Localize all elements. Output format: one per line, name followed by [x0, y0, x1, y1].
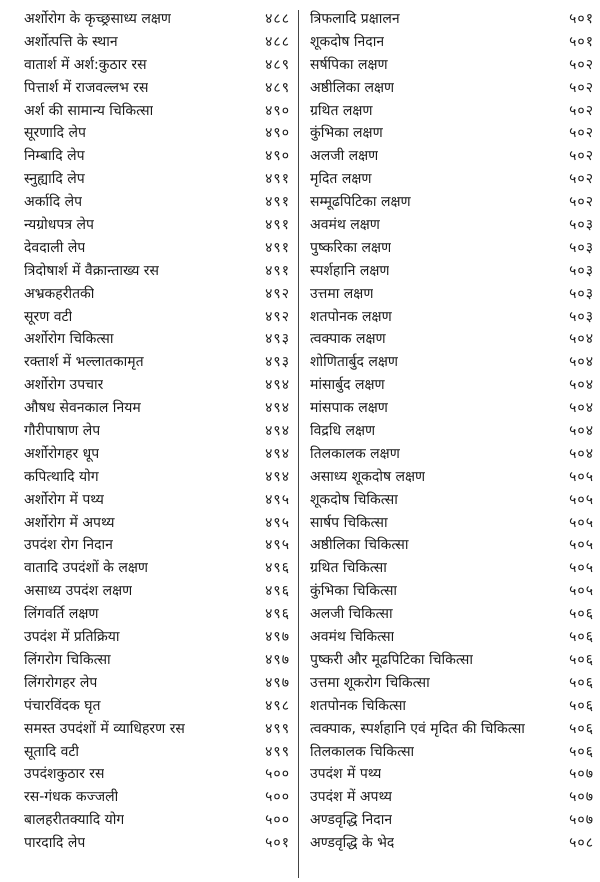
entry-title: शूकदोष चिकित्सा	[310, 491, 398, 508]
entry-title: शोणितार्बुद लक्षण	[310, 354, 399, 371]
entry-title: देवदाली लेप	[24, 239, 86, 256]
entry-title: सम्मूढपिटिका लक्षण	[310, 194, 411, 211]
index-column-right	[310, 8, 594, 855]
entry-title: अवमंथ लक्षण	[310, 217, 380, 234]
entry-page-number: ४९१	[265, 239, 290, 256]
entry-title: उपदंश रोग निदान	[24, 537, 113, 554]
entry-title: स्नुह्यादि लेप	[24, 171, 85, 188]
entry-page-number: ५०५	[569, 468, 594, 485]
entry-page-number: ४९५	[265, 491, 290, 508]
entry-title: वातादि उपदंशों के लक्षण	[24, 560, 149, 577]
entry-page-number: ५०३	[569, 217, 594, 234]
entry-title: उपदंशकुठार रस	[24, 766, 105, 783]
entry-page-number: ४९३	[265, 354, 290, 371]
index-entry	[24, 374, 290, 397]
entry-title: निम्बादि लेप	[24, 148, 85, 165]
entry-page-number: ५०२	[569, 125, 594, 142]
entry-title: समस्त उपदंशों में व्याधिहरण रस	[24, 720, 185, 737]
entry-page-number: ४९०	[265, 102, 290, 119]
index-entry	[24, 466, 290, 489]
entry-title: अर्शोत्पत्ति के स्थान	[24, 33, 118, 50]
entry-page-number: ५००	[265, 789, 290, 806]
index-entry	[310, 168, 594, 191]
index-entry	[24, 122, 290, 145]
entry-title: ग्रथित लक्षण	[310, 102, 373, 119]
index-entry	[24, 328, 290, 351]
entry-title: उपदंश में प्रतिक्रिया	[24, 629, 120, 646]
index-entry	[24, 191, 290, 214]
entry-page-number: ५०१	[569, 33, 594, 50]
entry-page-number: ५०७	[569, 766, 594, 783]
index-entry	[24, 8, 290, 31]
entry-title: शूकदोष निदान	[310, 33, 385, 50]
entry-page-number: ५०३	[569, 308, 594, 325]
entry-page-number: ५०१	[569, 11, 594, 27]
entry-page-number: ५०३	[569, 262, 594, 279]
entry-page-number: ५०८	[569, 835, 594, 852]
entry-title: अर्शोरोग उपचार	[24, 377, 104, 394]
index-entry	[310, 534, 594, 557]
entry-title: सूतादि वटी	[24, 743, 80, 760]
entry-title: अण्डवृद्धि के भेद	[310, 835, 395, 852]
entry-title: कपित्थादि योग	[24, 468, 99, 485]
entry-page-number: ४९५	[265, 514, 290, 531]
index-entry	[24, 237, 290, 260]
entry-title: त्रिदोषार्श में वैक्रान्ताख्य रस	[24, 262, 159, 279]
entry-page-number: ४९३	[265, 331, 290, 348]
index-entry	[24, 100, 290, 123]
entry-title: अर्शोरोग के कृच्छ्रसाध्य लक्षण	[24, 11, 172, 27]
entry-title: गौरीपाषाण लेप	[24, 423, 101, 440]
entry-title: पारदादि लेप	[24, 835, 86, 852]
entry-title: पित्तार्श में राजवल्लभ रस	[24, 79, 149, 96]
entry-page-number: ५००	[265, 812, 290, 829]
entry-page-number: ४८९	[265, 79, 290, 96]
entry-page-number: ५०२	[569, 56, 594, 73]
index-entry	[310, 397, 594, 420]
entry-title: रक्तार्श में भल्लातकामृत	[24, 354, 144, 371]
entry-title: लिंगरोग चिकित्सा	[24, 651, 111, 668]
entry-page-number: ४९१	[265, 262, 290, 279]
entry-page-number: ५०१	[265, 835, 290, 852]
entry-title: स्पर्शहानि लक्षण	[310, 262, 390, 279]
index-entry	[24, 420, 290, 443]
index-entry	[24, 626, 290, 649]
entry-page-number: ५०६	[569, 651, 594, 668]
entry-title: अलजी चिकित्सा	[310, 606, 393, 623]
entry-title: शतपोनक लक्षण	[310, 308, 392, 325]
index-entry	[310, 237, 594, 260]
entry-page-number: ४८९	[265, 56, 290, 73]
entry-title: अलजी लक्षण	[310, 148, 379, 165]
entry-title: त्वक्पाक लक्षण	[310, 331, 386, 348]
index-entry	[24, 763, 290, 786]
entry-page-number: ५०३	[569, 285, 594, 302]
index-entry	[310, 306, 594, 329]
index-entry	[310, 260, 594, 283]
entry-page-number: ४९४	[265, 400, 290, 417]
index-entry	[310, 8, 594, 31]
entry-title: सूरणादि लेप	[24, 125, 86, 142]
entry-page-number: ४९६	[265, 583, 290, 600]
index-entry	[310, 672, 594, 695]
entry-page-number: ४९०	[265, 148, 290, 165]
entry-page-number: ५०३	[569, 239, 594, 256]
index-entry	[24, 695, 290, 718]
entry-title: अर्शोरोग में पथ्य	[24, 491, 104, 508]
entry-title: त्रिफलादि प्रक्षालन	[310, 11, 400, 27]
index-entry	[310, 649, 594, 672]
index-entry	[310, 100, 594, 123]
entry-title: ग्रथित चिकित्सा	[310, 560, 387, 577]
index-entry	[24, 283, 290, 306]
index-entry	[24, 489, 290, 512]
index-entry	[310, 77, 594, 100]
index-entry	[310, 695, 594, 718]
entry-title: न्यग्रोधपत्र लेप	[24, 217, 94, 234]
entry-title: अर्शोरोग चिकित्सा	[24, 331, 114, 348]
entry-title: पंचारविंदक घृत	[24, 697, 101, 714]
entry-page-number: ४९६	[265, 560, 290, 577]
index-entry	[24, 672, 290, 695]
entry-page-number: ४९२	[265, 285, 290, 302]
entry-title: अर्शोरोगहर धूप	[24, 445, 100, 462]
entry-page-number: ५००	[265, 766, 290, 783]
index-entry	[24, 832, 290, 855]
index-entry	[310, 512, 594, 535]
index-entry	[310, 626, 594, 649]
entry-page-number: ४९४	[265, 377, 290, 394]
entry-page-number: ४९४	[265, 468, 290, 485]
column-divider	[298, 10, 299, 878]
entry-title: अर्श की सामान्य चिकित्सा	[24, 102, 154, 119]
index-entry	[24, 214, 290, 237]
entry-page-number: ४९२	[265, 308, 290, 325]
entry-page-number: ५०४	[569, 331, 594, 348]
index-entry	[310, 54, 594, 77]
entry-page-number: ५०६	[569, 720, 594, 737]
index-entry	[24, 54, 290, 77]
entry-page-number: ५०५	[569, 560, 594, 577]
entry-page-number: ४९१	[265, 217, 290, 234]
entry-title: तिलकालक लक्षण	[310, 445, 400, 462]
entry-page-number: ५०६	[569, 606, 594, 623]
entry-page-number: ५०५	[569, 491, 594, 508]
entry-page-number: ५०५	[569, 514, 594, 531]
index-entry	[310, 214, 594, 237]
entry-page-number: ४९१	[265, 171, 290, 188]
entry-title: कुंभिका चिकित्सा	[310, 583, 398, 600]
entry-page-number: ५०६	[569, 697, 594, 714]
index-entry	[24, 397, 290, 420]
index-entry	[24, 443, 290, 466]
index-entry	[24, 512, 290, 535]
entry-page-number: ५०७	[569, 789, 594, 806]
index-entry	[310, 580, 594, 603]
entry-page-number: ५०६	[569, 674, 594, 691]
index-entry	[310, 122, 594, 145]
entry-page-number: ४९५	[265, 537, 290, 554]
entry-title: लिंगरोगहर लेप	[24, 674, 98, 691]
index-entry	[24, 77, 290, 100]
entry-page-number: ५०४	[569, 377, 594, 394]
entry-title: उपदंश में अपथ्य	[310, 789, 393, 806]
entry-title: अण्डवृद्धि निदान	[310, 812, 393, 829]
index-entry	[310, 718, 594, 741]
index-entry	[24, 741, 290, 764]
entry-page-number: ५०२	[569, 102, 594, 119]
entry-title: विद्रधि लक्षण	[310, 423, 376, 440]
entry-page-number: ४९९	[265, 743, 290, 760]
entry-page-number: ५०४	[569, 400, 594, 417]
entry-title: सूरण वटी	[24, 308, 73, 325]
entry-page-number: ४९७	[265, 651, 290, 668]
entry-title: असाध्य उपदंश लक्षण	[24, 583, 133, 600]
entry-page-number: ४९९	[265, 720, 290, 737]
entry-title: पुष्करी और मूढपिटिका चिकित्सा	[310, 651, 473, 668]
index-entry	[24, 534, 290, 557]
entry-page-number: ४८८	[265, 33, 290, 50]
entry-title: उपदंश में पथ्य	[310, 766, 382, 783]
index-entry	[24, 557, 290, 580]
index-entry	[310, 489, 594, 512]
entry-title: असाध्य शूकदोष लक्षण	[310, 468, 426, 485]
index-entry	[24, 351, 290, 374]
index-entry	[310, 374, 594, 397]
index-entry	[310, 283, 594, 306]
entry-title: सर्षपिका लक्षण	[310, 56, 388, 73]
entry-page-number: ४९६	[265, 606, 290, 623]
index-entry	[24, 809, 290, 832]
entry-page-number: ४९७	[265, 629, 290, 646]
index-entry	[310, 31, 594, 54]
entry-page-number: ५०२	[569, 194, 594, 211]
entry-title: त्वक्पाक, स्पर्शहानि एवं मृदित की चिकित्सा	[310, 720, 525, 737]
entry-page-number: ४९७	[265, 674, 290, 691]
entry-title: कुंभिका लक्षण	[310, 125, 383, 142]
index-entry	[24, 306, 290, 329]
entry-title: अवमंथ चिकित्सा	[310, 629, 395, 646]
entry-page-number: ५०७	[569, 812, 594, 829]
index-entry	[24, 580, 290, 603]
entry-page-number: ५०४	[569, 423, 594, 440]
entry-page-number: ५०६	[569, 629, 594, 646]
index-entry	[310, 328, 594, 351]
entry-title: पुष्करिका लक्षण	[310, 239, 392, 256]
entry-page-number: ४९०	[265, 125, 290, 142]
entry-page-number: ५०२	[569, 79, 594, 96]
entry-title: अर्कादि लेप	[24, 194, 83, 211]
index-entry	[24, 31, 290, 54]
entry-title: वातार्श में अर्श:कुठार रस	[24, 56, 147, 73]
index-entry	[24, 718, 290, 741]
index-entry	[310, 809, 594, 832]
entry-title: औषध सेवनकाल नियम	[24, 400, 141, 417]
entry-title: लिंगवर्ति लक्षण	[24, 606, 99, 623]
entry-page-number: ५०२	[569, 171, 594, 188]
index-entry	[310, 145, 594, 168]
entry-title: शतपोनक चिकित्सा	[310, 697, 407, 714]
index-entry	[310, 741, 594, 764]
index-entry	[24, 168, 290, 191]
index-entry	[310, 443, 594, 466]
entry-page-number: ४९८	[265, 697, 290, 714]
index-entry	[310, 832, 594, 855]
entry-page-number: ५०४	[569, 445, 594, 462]
entry-title: अष्ठीलिका लक्षण	[310, 79, 395, 96]
entry-page-number: ५०६	[569, 743, 594, 760]
entry-title: उत्तमा शूकरोग चिकित्सा	[310, 674, 430, 691]
entry-title: अष्ठीलिका चिकित्सा	[310, 537, 409, 554]
entry-title: मांसपाक लक्षण	[310, 400, 388, 417]
entry-title: तिलकालक चिकित्सा	[310, 743, 415, 760]
index-entry	[310, 557, 594, 580]
index-entry	[24, 649, 290, 672]
entry-page-number: ४९४	[265, 423, 290, 440]
index-entry	[310, 763, 594, 786]
entry-title: सार्षप चिकित्सा	[310, 514, 388, 531]
entry-page-number: ४९१	[265, 194, 290, 211]
entry-page-number: ५०२	[569, 148, 594, 165]
entry-page-number: ५०५	[569, 583, 594, 600]
index-entry	[24, 603, 290, 626]
entry-page-number: ४८८	[265, 11, 290, 27]
index-entry	[24, 145, 290, 168]
index-entry	[24, 786, 290, 809]
index-entry	[310, 351, 594, 374]
index-column-left	[24, 8, 290, 855]
entry-title: मांसार्बुद लक्षण	[310, 377, 385, 394]
index-entry	[24, 260, 290, 283]
index-entry	[310, 786, 594, 809]
entry-title: मृदित लक्षण	[310, 171, 372, 188]
entry-title: अभ्रकहरीतकी	[24, 285, 95, 302]
index-entry	[310, 466, 594, 489]
entry-title: अर्शोरोग में अपथ्य	[24, 514, 115, 531]
index-entry	[310, 420, 594, 443]
entry-title: बालहरीतक्यादि योग	[24, 812, 125, 829]
entry-page-number: ४९४	[265, 445, 290, 462]
entry-page-number: ५०५	[569, 537, 594, 554]
entry-title: रस-गंधक कज्जली	[24, 789, 119, 806]
index-entry	[310, 191, 594, 214]
entry-title: उत्तमा लक्षण	[310, 285, 374, 302]
entry-page-number: ५०४	[569, 354, 594, 371]
index-entry	[310, 603, 594, 626]
